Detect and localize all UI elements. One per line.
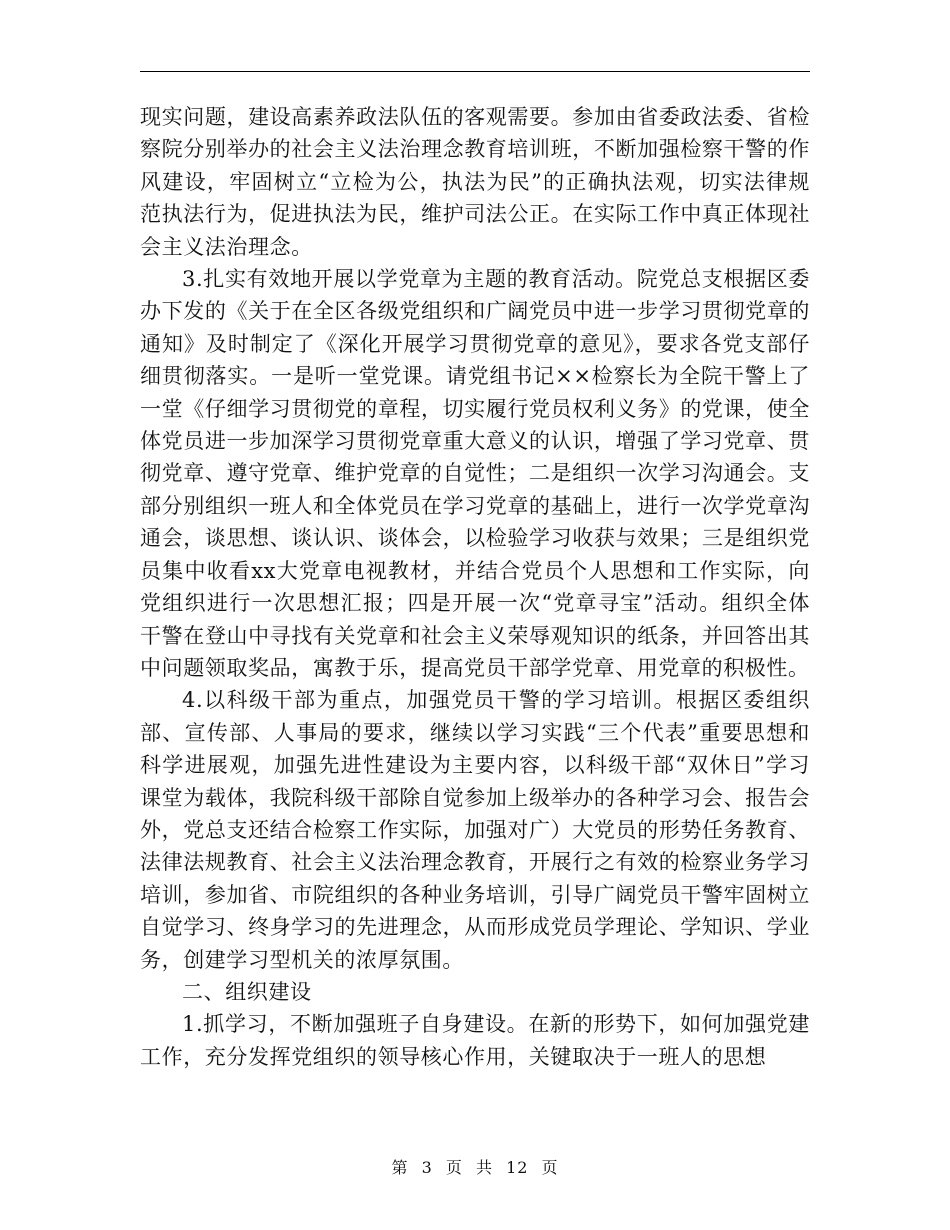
footer-current-page: 3 (421, 1158, 433, 1177)
page-footer (0, 1155, 950, 1178)
paragraph-cadre-training: 4.以科级干部为重点，加强党员干警的学习培训。根据区委组织部、宣传部、人事局的要求，继续以学习实践“三个代表”重要思想和科学进展观，加强先进性建设为主要内容，以科级干部“双休日”学习课堂为载体，我院科级干部除自觉参加上级举办的各种学习会、报告会外，党总支还结合检察工作实际，加强对广）大党员的形势任务教育、法律法规教育、社会主义法治理念教育，开展行之有效的检察业务学习培训，参加省、市院组织的各种业务培训，引导广阔党员干警牢固树立自觉学习、终身学习的先进理念，从而形成党员学理论、学知识、学业务，创建学习型机关的浓厚氛围。 (140, 688, 810, 972)
paragraph-party-constitution-education: 3.扎实有效地开展以学党章为主题的教育活动。院党总支根据区委办下发的《关于在全区各级党组织和广阔党员中进一步学习贯彻党章的通知》及时制定了《深化开展学习贯彻党章的意见》，要求各党支部仔细贯彻落实。一是听一堂党课。请党组书记××检察长为全院干警上了一堂《仔细学习贯彻党的章程，切实履行党员权利义务》的党课，使全体党员进一步加深学习贯彻党章重大意义的认识，增强了学习党章、贯彻党章、遵守党章、维护党章的自觉性；二是组织一次学习沟通会。支部分别组织一班人和全体党员在学习党章的基础上，进行一次学党章沟通会，谈思想、谈认识、谈体会，以检验学习收获与效果；三是组织党员集中收看xx大党章电视教材，并结合党员个人思想和工作实际，向党组织进行一次思想汇报；四是开展一次“党章寻宝”活动。组织全体干警在登山中寻找有关党章和社会主义荣辱观知识的纸条，并回答出其中问题领取奖品，寓教于乐，提高党员干部学党章、用党章的积极性。 (140, 267, 810, 680)
paragraph-team-building: 1.抓学习，不断加强班子自身建设。在新的形势下，如何加强党建工作，充分发挥党组织的领导核心作用，关键取决于一班人的思想 (140, 1012, 810, 1069)
section-heading-organization: 二、组织建设 (182, 979, 312, 1004)
footer-word-page: 页 (445, 1158, 463, 1177)
footer-total-pages: 12 (506, 1158, 529, 1177)
footer-word-total: 共 (475, 1158, 493, 1177)
paragraph-continuation: 现实问题，建设高素养政法队伍的客观需要。参加由省委政法委、省检察院分别举办的社会主义法治理念教育培训班，不断加强检察干警的作风建设，牢固树立“立检为公，执法为民”的正确执法观，切实法律规范执法行为，促进执法为民，维护司法公正。在实际工作中真正体现社会主义法治理念。 (140, 105, 810, 259)
footer-prefix: 第 (391, 1158, 409, 1177)
document-body (140, 101, 810, 1073)
header-rule (140, 71, 810, 72)
footer-suffix: 页 (541, 1158, 559, 1177)
